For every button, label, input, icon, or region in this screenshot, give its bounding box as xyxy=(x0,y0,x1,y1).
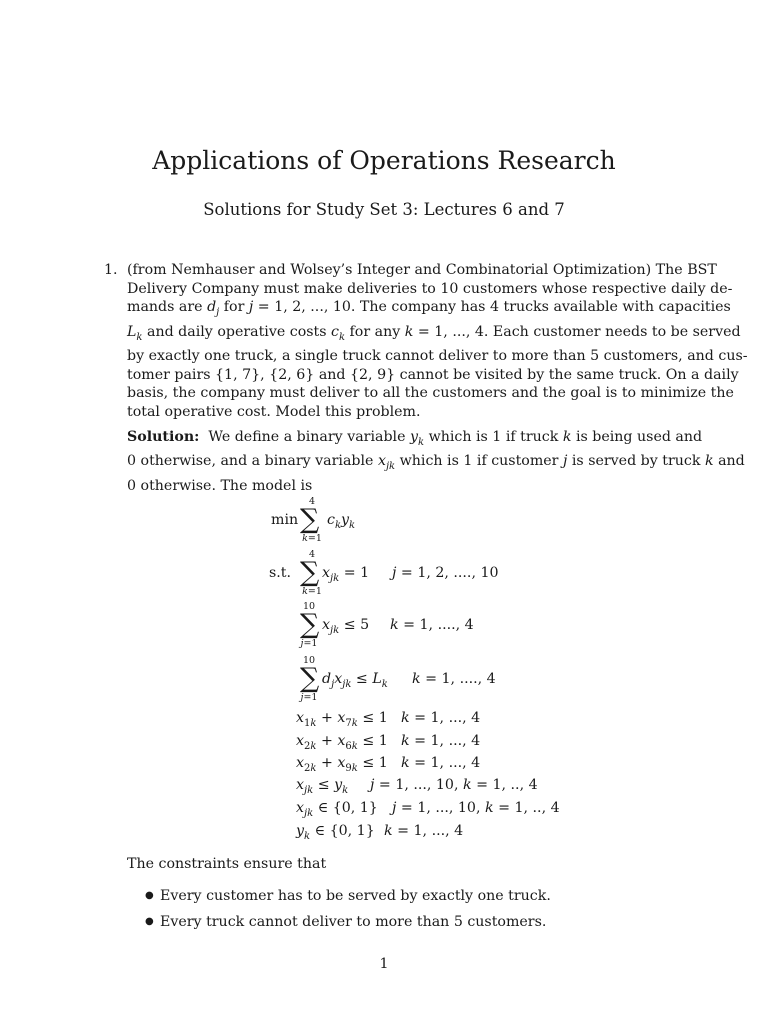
sum-symbol: ∑ xyxy=(300,663,320,694)
constraint-expression: $x_{jk} = 1$ xyxy=(322,565,370,584)
st-label: s.t. xyxy=(269,565,292,581)
question-line: (from Nemhauser and Wolsey’s Integer and Combinatorial Optimization) The BST xyxy=(127,262,717,278)
page-number: 1 xyxy=(379,956,389,972)
bullet-item: Every truck cannot deliver to more than 5 customers. xyxy=(160,914,547,930)
constraint-range: k = 1, ..., 4 xyxy=(401,733,481,749)
objective-expression: $c_ky_k$ xyxy=(327,512,356,531)
sum-upper-limit: 4 xyxy=(308,549,316,560)
document-subtitle: Solutions for Study Set 3: Lectures 6 and 7 xyxy=(203,200,565,219)
document-title: Applications of Operations Research xyxy=(152,146,616,175)
constraint-expression: $y_k$ ∈ {0, 1} xyxy=(296,823,375,842)
constraint-range: j = 1, ..., 10, k = 1, .., 4 xyxy=(370,777,538,793)
sum-lower-limit: j=1 xyxy=(300,692,318,703)
solution-line: 0 otherwise. The model is xyxy=(127,477,313,494)
constraint-range: k = 1, ..., 4 xyxy=(384,823,464,839)
question-line: mands are $d_j$ for j = 1, 2, ..., 10. The company has 4 trucks available with capacities xyxy=(127,299,731,319)
sum-upper-limit: 4 xyxy=(308,496,316,507)
solution-line: 0 otherwise, and a binary variable $x_{jk}$ which is 1 if customer j is served by truck k and xyxy=(127,453,745,473)
question-number: 1. xyxy=(104,262,118,278)
constraint-expression: $x_{jk} \le y_k$ xyxy=(296,777,349,796)
solution-label: Solution: xyxy=(127,429,200,445)
bullet-item: Every customer has to be served by exactly one truck. xyxy=(160,888,551,904)
sum-symbol: ∑ xyxy=(300,504,320,535)
constraint-expression: $x_{1k} + x_{7k} \le 1$ xyxy=(296,710,388,729)
sum-upper-limit: 10 xyxy=(302,655,316,666)
objective-keyword: min xyxy=(271,512,299,528)
constraint-range: j = 1, 2, ...., 10 xyxy=(392,565,499,581)
constraint-expression: $x_{2k} + x_{9k} \le 1$ xyxy=(296,755,388,774)
constraints-intro: The constraints ensure that xyxy=(127,856,327,872)
sum-lower-limit: j=1 xyxy=(300,638,318,649)
constraint-expression: $x_{2k} + x_{6k} \le 1$ xyxy=(296,733,388,752)
sum-lower-limit: k=1 xyxy=(302,586,322,597)
question-line: total operative cost. Model this problem. xyxy=(127,403,421,420)
constraint-expression: $d_jx_{jk} \le L_k$ xyxy=(322,671,388,690)
constraint-range: k = 1, ..., 4 xyxy=(401,710,481,726)
question-line: $L_k$ and daily operative costs $c_k$ for any k = 1, ..., 4. Each customer needs to be served xyxy=(127,323,741,343)
question-line: basis, the company must deliver to all the customers and the goal is to minimize the xyxy=(127,385,734,402)
solution-text xyxy=(127,428,745,495)
constraint-expression: $x_{jk} \le 5$ xyxy=(322,617,370,636)
solution-line: Solution: We define a binary variable $y_k$ which is 1 if truck k is being used and xyxy=(127,429,703,448)
constraint-range: k = 1, ...., 4 xyxy=(390,617,474,633)
constraint-range: k = 1, ..., 4 xyxy=(401,755,481,771)
bullet-dot-icon: ● xyxy=(145,890,154,901)
constraint-range: k = 1, ...., 4 xyxy=(412,671,496,687)
question-line: by exactly one truck, a single truck cannot deliver to more than 5 customers, and cus- xyxy=(127,348,748,365)
sum-upper-limit: 10 xyxy=(302,601,316,612)
constraint-expression: $x_{jk}$ ∈ {0, 1} xyxy=(296,800,378,819)
constraint-range: j = 1, ..., 10, k = 1, .., 4 xyxy=(392,800,560,816)
sum-symbol: ∑ xyxy=(300,557,320,588)
sum-lower-limit: k=1 xyxy=(302,533,322,544)
bullet-dot-icon: ● xyxy=(145,916,154,927)
question-text xyxy=(127,261,748,421)
question-line: tomer pairs {1, 7}, {2, 6} and {2, 9} cannot be visited by the same truck. On a daily xyxy=(127,366,739,383)
sum-symbol: ∑ xyxy=(300,609,320,640)
question-line: Delivery Company must make deliveries to 10 customers whose respective daily de- xyxy=(127,280,733,297)
